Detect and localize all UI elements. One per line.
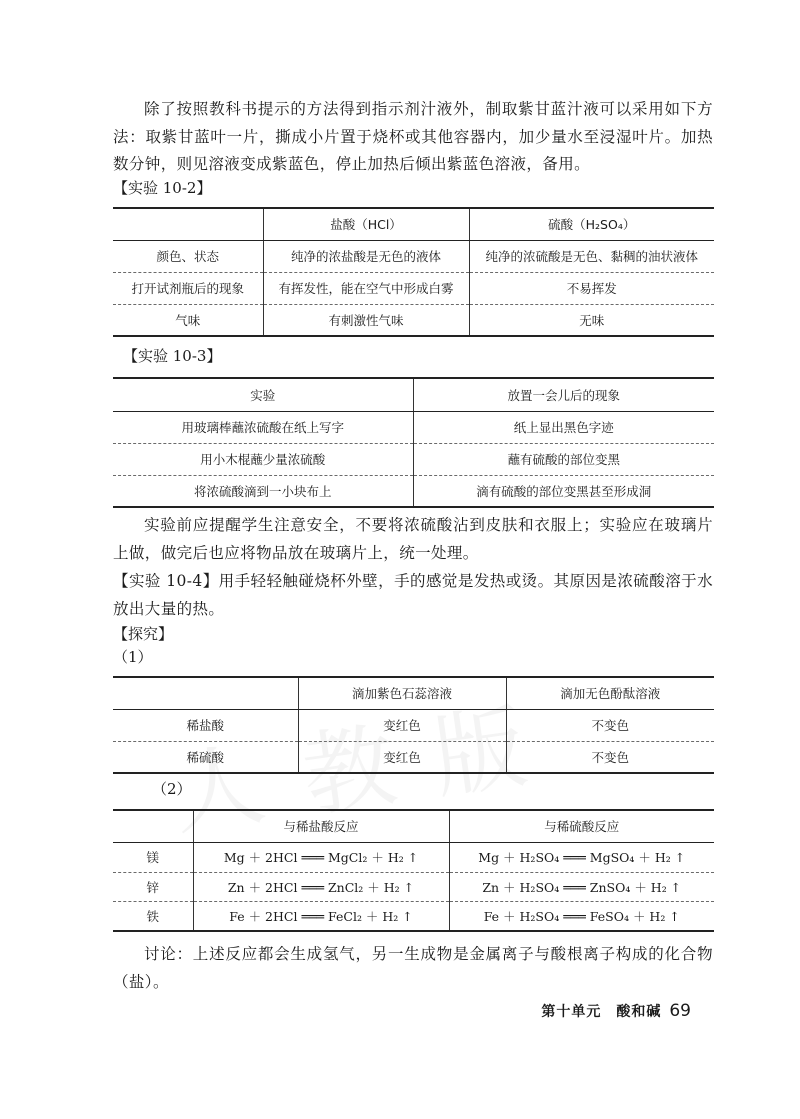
equation-cell: Mg ＋ 2HCl ═══ MgCl₂ ＋ H₂ ↑ — [193, 842, 449, 872]
table-cell: 变红色 — [298, 741, 506, 773]
table-row — [113, 272, 714, 304]
table-cell: 蘸有硫酸的部位变黑 — [413, 443, 714, 475]
row-label: 气味 — [113, 304, 263, 336]
table-header-row — [113, 378, 714, 411]
exp-10-4-paragraph — [113, 568, 713, 623]
table-row — [113, 475, 714, 507]
table-cell: 不变色 — [506, 741, 714, 773]
exp-10-4-label: 【实验 10-4】 — [113, 572, 219, 590]
page-footer — [541, 1001, 691, 1021]
header-cell: 与稀盐酸反应 — [193, 810, 449, 842]
safety-paragraph: 实验前应提醒学生注意安全，不要将浓硫酸沾到皮肤和衣服上；实验应在玻璃片上做，做完后也应将物品放在玻璃片上，统一处理。 — [113, 516, 713, 562]
table-cell: 用玻璃棒蘸浓硫酸在纸上写字 — [113, 411, 413, 443]
table-row — [113, 304, 714, 336]
table-header-row — [113, 677, 714, 709]
explore-label: 【探究】 — [113, 625, 174, 643]
exp-10-2-label: 【实验 10-2】 — [113, 179, 212, 197]
exp-10-3-table — [113, 377, 714, 508]
table-cell: 不变色 — [506, 709, 714, 741]
discussion-paragraph: 讨论：上述反应都会生成氢气，另一生成物是金属离子与酸根离子构成的化合物（盐）。 — [113, 945, 713, 991]
row-label: 打开试剂瓶后的现象 — [113, 272, 263, 304]
table-header-row — [113, 208, 714, 240]
row-label: 稀硫酸 — [113, 741, 298, 773]
table-cell: 用小木棍蘸少量浓硫酸 — [113, 443, 413, 475]
table-cell: 纯净的浓盐酸是无色的液体 — [263, 240, 469, 272]
header-cell: 盐酸（HCl） — [263, 208, 469, 240]
table-cell: 无味 — [469, 304, 714, 336]
header-cell — [113, 208, 263, 240]
table-header-row — [113, 810, 714, 842]
unit-title: 第十单元 酸和碱 — [541, 1004, 662, 1020]
equation-cell: Zn ＋ 2HCl ═══ ZnCl₂ ＋ H₂ ↑ — [193, 872, 449, 901]
row-label: 铁 — [113, 901, 193, 931]
header-cell — [113, 810, 193, 842]
table-cell: 变红色 — [298, 709, 506, 741]
indicator-table — [113, 676, 714, 774]
table-row — [113, 842, 714, 872]
intro-paragraph: 除了按照教科书提示的方法得到指示剂汁液外，制取紫甘蓝汁液可以采用如下方法：取紫甘蓝叶一片，撕成小片置于烧杯或其他容器内，加少量水至浸湿叶片。加热数分钟，则见溶液变成紫蓝色，停止加热后倾出紫蓝色溶液，备用。 — [113, 100, 713, 173]
table-cell: 滴有硫酸的部位变黑甚至形成洞 — [413, 475, 714, 507]
row-label: 稀盐酸 — [113, 709, 298, 741]
row-label: 镁 — [113, 842, 193, 872]
exp-10-4-text: 用手轻轻触碰烧杯外壁，手的感觉是发热或烫。其原因是浓硫酸溶于水放出大量的热。 — [113, 572, 713, 618]
header-cell: 硫酸（H₂SO₄） — [469, 208, 714, 240]
table-cell: 有挥发性，能在空气中形成白雾 — [263, 272, 469, 304]
table-row — [113, 709, 714, 741]
page-number: 69 — [669, 1001, 691, 1021]
equation-cell: Zn ＋ H₂SO₄ ═══ ZnSO₄ ＋ H₂ ↑ — [449, 872, 714, 901]
table-row — [113, 872, 714, 901]
explore-part-1-label: （1） — [113, 648, 153, 666]
header-cell: 放置一会儿后的现象 — [413, 378, 714, 411]
exp-10-2-table — [113, 207, 714, 337]
header-cell: 实验 — [113, 378, 413, 411]
table-cell: 有刺激性气味 — [263, 304, 469, 336]
header-cell: 与稀硫酸反应 — [449, 810, 714, 842]
explore-part-2-label: （2） — [152, 780, 192, 798]
table-row — [113, 443, 714, 475]
table-cell: 不易挥发 — [469, 272, 714, 304]
row-label: 锌 — [113, 872, 193, 901]
table-row — [113, 901, 714, 931]
equation-cell: Fe ＋ H₂SO₄ ═══ FeSO₄ ＋ H₂ ↑ — [449, 901, 714, 931]
header-cell — [113, 677, 298, 709]
table-cell: 将浓硫酸滴到一小块布上 — [113, 475, 413, 507]
table-row — [113, 741, 714, 773]
table-cell: 纯净的浓硫酸是无色、黏稠的油状液体 — [469, 240, 714, 272]
table-row — [113, 240, 714, 272]
reaction-table — [113, 809, 714, 932]
header-cell: 滴加无色酚酞溶液 — [506, 677, 714, 709]
header-cell: 滴加紫色石蕊溶液 — [298, 677, 506, 709]
exp-10-3-label: 【实验 10-3】 — [123, 347, 222, 365]
table-row — [113, 411, 714, 443]
equation-cell: Mg ＋ H₂SO₄ ═══ MgSO₄ ＋ H₂ ↑ — [449, 842, 714, 872]
table-cell: 纸上显出黑色字迹 — [413, 411, 714, 443]
equation-cell: Fe ＋ 2HCl ═══ FeCl₂ ＋ H₂ ↑ — [193, 901, 449, 931]
row-label: 颜色、状态 — [113, 240, 263, 272]
